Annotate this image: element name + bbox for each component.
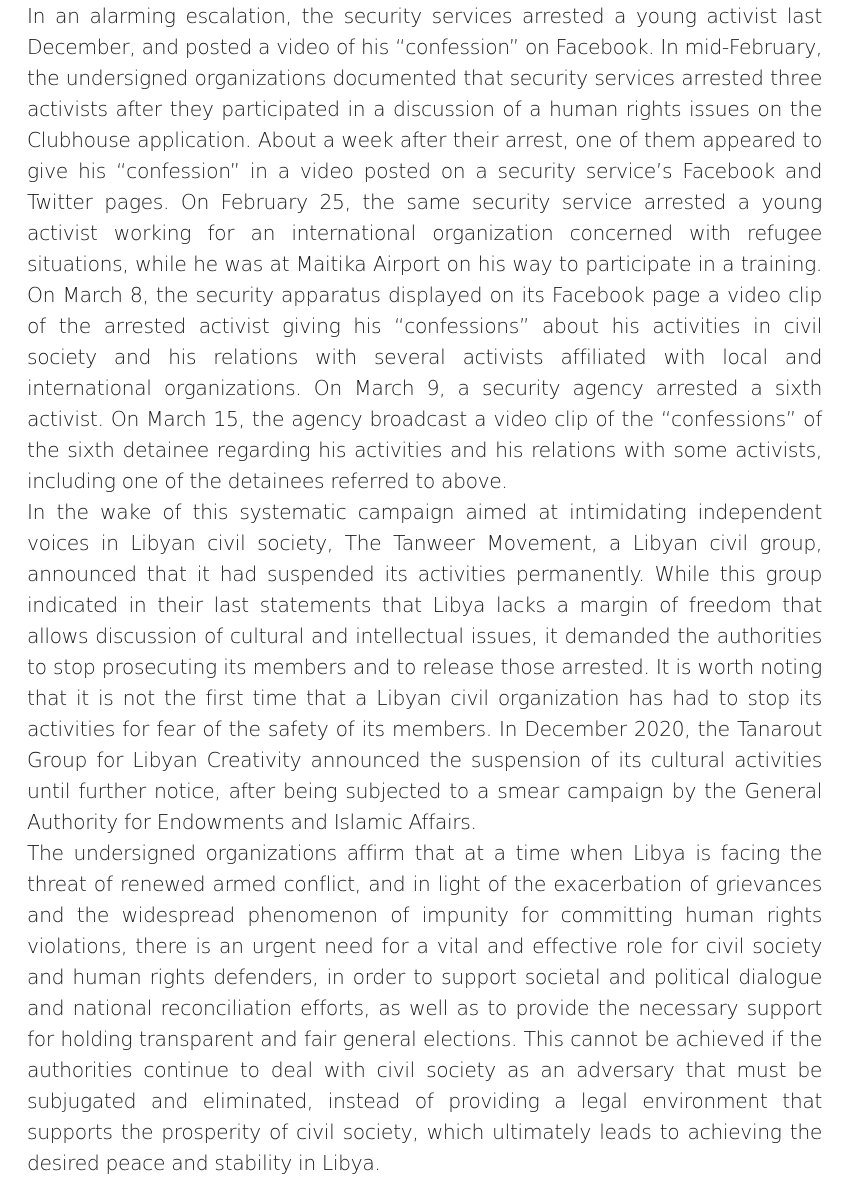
paragraph-organizations-affirm: The undersigned organizations affirm that at a time when Libya is facing the threat of renewed armed conflict, and in light of the exacerbation of grievances and the widespread phenomenon of impunity for committing human rights violations, there is an urgent need for a vital and effective role for civil society and human rights defenders, in order to support societal and political dialogue and national reconciliation efforts, as well as to provide the necessary support for holding transparent and fair general elections. This cannot be achieved if the authorities continue to deal with civil society as an adversary that must be subjugated and eliminated, instead of providing a legal environment that supports the prosperity of civil society, which ultimately leads to achieving the desired peace and stability in Libya. [27, 841, 822, 1175]
paragraph-tanweer-suspension: In the wake of this systematic campaign aimed at intimidating independent voices in Libyan civil society, The Tanweer Movement, a Libyan civil group, announced that it had suspended its activities permanently. While this group indicated in their last statements that Libya lacks a margin of freedom that allows discussion of cultural and intellectual issues, it demanded the authorities to stop prosecuting its members and to release those arrested. It is worth noting that it is not the first time that a Libyan civil organization has had to stop its activities for fear of the safety of its members. In December 2020, the Tanarout Group for Libyan Creativity announced the suspension of its cultural activities until further notice, after being subjected to a smear campaign by the General Authority for Endowments and Islamic Affairs. [27, 500, 822, 834]
paragraph-arrests-timeline: In an alarming escalation, the security services arrested a young activist last December, and posted a video of his “confession” on Facebook. In mid-February, the undersigned organizations documented that security services arrested three activists after they participated in a discussion of a human rights issues on the Clubhouse application. About a week after their arrest, one of them appeared to give his “confession” in a video posted on a security service’s Facebook and Twitter pages. On February 25, the same security service arrested a young activist working for an international organization concerned with refugee situations, while he was at Maitika Airport on his way to participate in a training. On March 8, the security apparatus displayed on its Facebook page a video clip of the arrested activist giving his “confessions” about his activities in civil society and his relations with several activists affiliated with local and international organizations. On March 9, a security agency arrested a sixth activist. On March 15, the agency broadcast a video clip of the “confessions” of the sixth detainee regarding his activities and his relations with some activists, including one of the detainees referred to above. [27, 4, 822, 493]
document-page [27, 0, 822, 1200]
